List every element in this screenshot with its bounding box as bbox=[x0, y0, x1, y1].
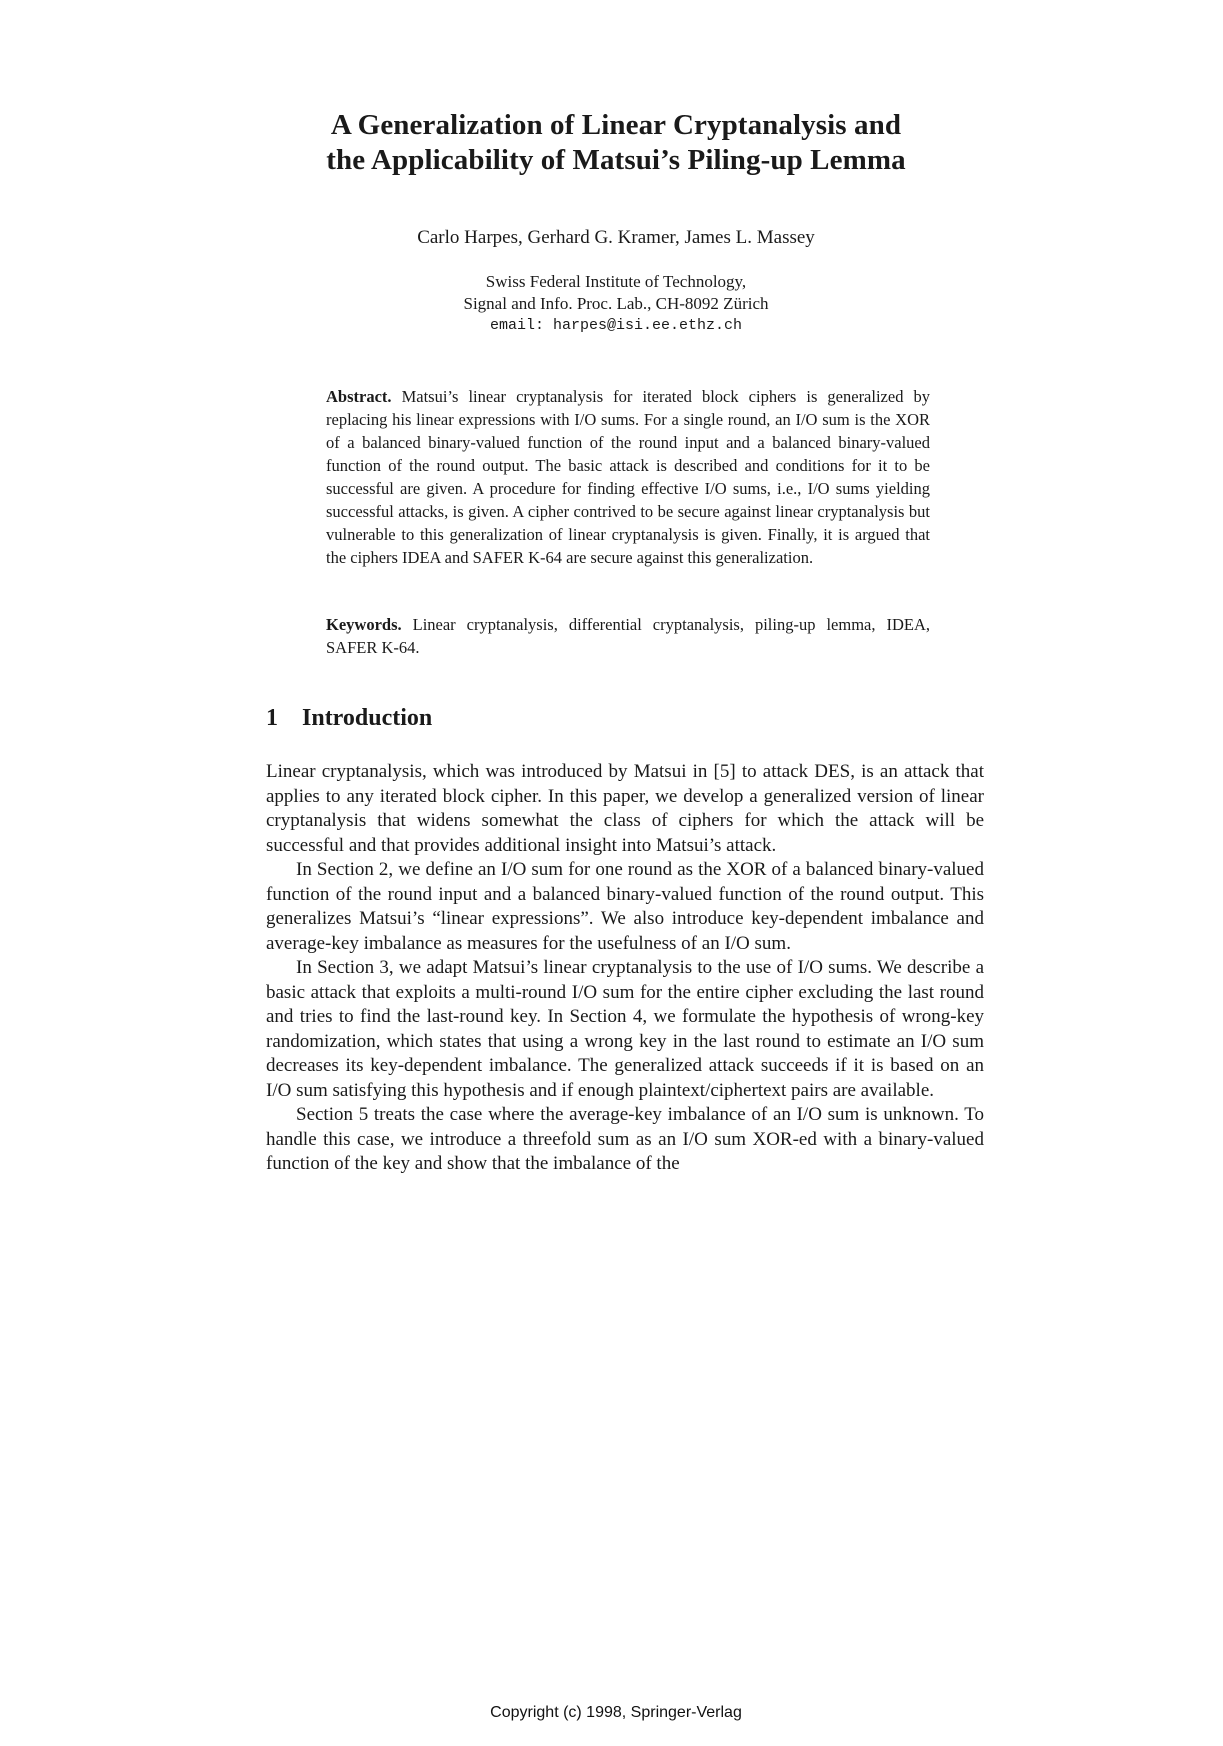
section-heading-introduction bbox=[266, 703, 432, 733]
title-line-1: A Generalization of Linear Cryptanalysis and bbox=[330, 109, 902, 141]
affiliation-block bbox=[250, 271, 982, 337]
keywords-text: Linear cryptanalysis, differential cryptanalysis, piling-up lemma, IDEA, SAFER K-64. bbox=[326, 615, 930, 657]
keywords-label: Keywords. bbox=[326, 615, 402, 634]
abstract-text: Matsui’s linear cryptanalysis for iterated block ciphers is generalized by replacing his linear expressions with I/O sums. For a single round, an I/O sum is the XOR of a balanced binary-valued function of the round input and a balanced binary-valued function of the round output. The basic attack is described and conditions for it to be successful are given. A procedure for finding effective I/O sums, i.e., I/O sums yielding successful attacks, is given. A cipher contrived to be secure against linear cryptanalysis but vulnerable to this generalization of linear cryptanalysis is given. Finally, it is argued that the ciphers IDEA and SAFER K-64 are secure against this generalization. bbox=[326, 387, 930, 567]
body-paragraph: Section 5 treats the case where the average-key imbalance of an I/O sum is unknown. To handle this case, we introduce a threefold sum as an I/O sum XOR-ed with a binary-valued function of the key and show that the imbalance of the bbox=[266, 1104, 984, 1174]
title-line-2: the Applicability of Matsui’s Piling-up Lemma bbox=[326, 144, 906, 176]
abstract-label: Abstract. bbox=[326, 387, 392, 406]
keywords bbox=[326, 613, 930, 659]
affiliation-line-1: Swiss Federal Institute of Technology, bbox=[485, 272, 747, 291]
body-paragraph: Linear cryptanalysis, which was introduced by Matsui in [5] to attack DES, is an attack that applies to any iterated block cipher. In this paper, we develop a generalized version of linear cryptanalysis that widens somewhat the class of ciphers for which the attack will be successful and that provides additional insight into Matsui’s attack. bbox=[266, 761, 984, 856]
affiliation-line-2: Signal and Info. Proc. Lab., CH-8092 Zürich bbox=[463, 294, 769, 313]
paper-title bbox=[250, 108, 982, 178]
introduction-body bbox=[266, 760, 984, 1177]
abstract bbox=[326, 385, 930, 569]
section-title: Introduction bbox=[302, 705, 433, 731]
body-paragraph: In Section 2, we define an I/O sum for one round as the XOR of a balanced binary-valued function of the round input and a balanced binary-valued function of the round output. This generalizes Matsui’s “linear expressions”. We also introduce key-dependent imbalance and average-key imbalance as measures for the usefulness of an I/O sum. bbox=[266, 859, 984, 954]
author-email: email: harpes@isi.ee.ethz.ch bbox=[489, 317, 743, 334]
body-paragraph: In Section 3, we adapt Matsui’s linear cryptanalysis to the use of I/O sums. We describe a basic attack that exploits a multi-round I/O sum for the entire cipher excluding the last round and tries to find the last-round key. In Section 4, we formulate the hypothesis of wrong-key randomization, which states that using a wrong key in the last round to estimate an I/O sum decreases its key-dependent imbalance. The generalized attack succeeds if it is based on an I/O sum satisfying this hypothesis and if enough plaintext/ciphertext pairs are available. bbox=[266, 957, 984, 1101]
copyright-footer: Copyright (c) 1998, Springer-Verlag bbox=[490, 1704, 742, 1721]
section-number: 1 bbox=[266, 705, 278, 731]
author-list: Carlo Harpes, Gerhard G. Kramer, James L. Massey bbox=[417, 227, 815, 248]
